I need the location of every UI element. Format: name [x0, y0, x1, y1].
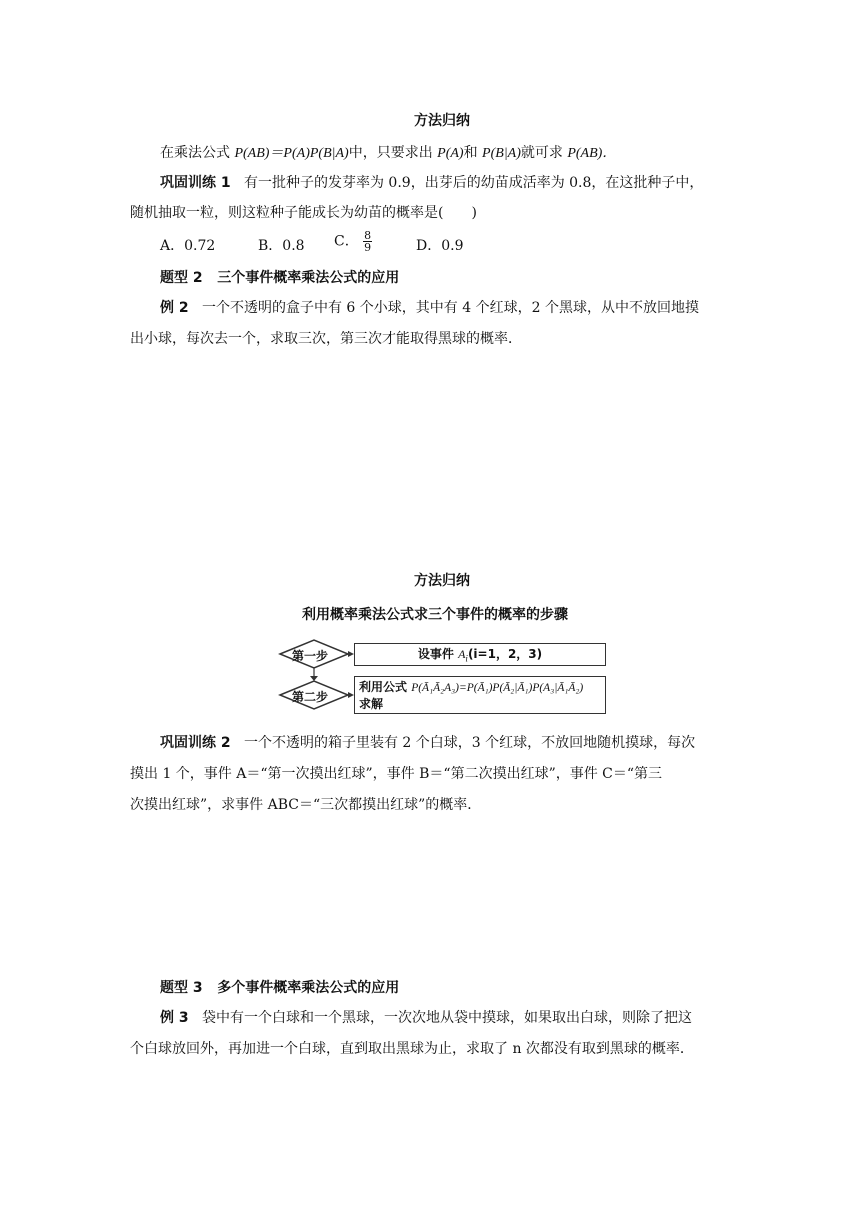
summary-pba: P(B|A): [482, 146, 521, 161]
step-1-text-post: (i=1，2，3): [467, 647, 543, 661]
example-3-text-1: 袋中有一个白球和一个黑球，一次次地从袋中摸球，如果取出白球，则除了把这: [201, 1010, 692, 1026]
example-2-line-1: [160, 298, 699, 318]
step-1-sub: i: [465, 653, 468, 664]
step-2-text-post: 求解: [359, 697, 384, 711]
step-2-text: [355, 677, 605, 714]
exercise-1-line-1: [160, 173, 703, 193]
summary-pa: P(A): [437, 146, 464, 161]
type-3-label: 题型 3: [160, 980, 203, 996]
example-3-line-2: 个白球放回外，再加进一个白球，直到取出黑球为止，求取了 n 次都没有取到黑球的概率．: [130, 1041, 694, 1057]
exercise-1-text-1: 有一批种子的发芽率为 0.9，出芽后的幼苗成活率为 0.8，在这批种子中，: [243, 175, 704, 191]
summary-text-pre: 在乘法公式: [160, 145, 230, 161]
fraction-numerator: 8: [364, 229, 372, 242]
type-2-label: 题型 2: [160, 270, 203, 286]
steps-flowchart: [278, 634, 608, 716]
example-3-label: 例 3: [160, 1010, 189, 1026]
option-a: A．0.72: [160, 238, 216, 254]
option-c: [334, 230, 372, 253]
option-d: D．0.9: [416, 238, 464, 254]
summary-text-mid: 中，只要求出: [348, 145, 433, 161]
example-2-text-1: 一个不透明的盒子中有 6 个小球，其中有 4 个红球，2 个黑球，从中不放回地摸: [201, 300, 699, 316]
type-3-title: 多个事件概率乘法公式的应用: [217, 980, 400, 996]
summary-pab: P(AB)．: [567, 146, 617, 161]
type-3-heading: [160, 978, 399, 998]
option-b: B．0.8: [258, 238, 305, 254]
method-summary-line: [160, 143, 616, 164]
exercise-1-line-2: 随机抽取一粒，则这粒种子能成长为幼苗的概率是( ): [130, 205, 477, 221]
step-1-var: A: [458, 647, 466, 661]
step-1-box: [354, 643, 606, 666]
section-subheading-steps: 利用概率乘法公式求三个事件的概率的步骤: [302, 607, 568, 623]
summary-formula: P(AB)＝P(A)P(B|A): [234, 146, 349, 161]
example-2-line-2: 出小球，每次去一个，求取三次，第三次才能取得黑球的概率．: [130, 331, 522, 347]
option-c-fraction: [363, 230, 372, 253]
step-2-formula: P(Ā₁Ā₂A₃)=P(Ā₁)P(Ā₂|Ā₁)P(A₃|Ā₁Ā₂): [411, 682, 584, 694]
summary-text-post: 就可求: [520, 145, 563, 161]
step-2-label: 第二步: [292, 690, 329, 704]
exercise-2-line-3: 次摸出红球”，求事件 ABC＝“三次都摸出红球”的概率．: [130, 797, 482, 813]
section-heading-method-1: 方法归纳: [414, 113, 470, 129]
type-2-title: 三个事件概率乘法公式的应用: [217, 270, 400, 286]
step-2-box: [354, 676, 606, 714]
example-3-line-1: [160, 1008, 692, 1028]
exercise-2-label: 巩固训练 2: [160, 735, 231, 751]
type-2-heading: [160, 268, 399, 288]
step-1-text: [355, 644, 605, 668]
exercise-2-text-1: 一个不透明的箱子里装有 2 个白球，3 个红球，不放回地随机摸球，每次: [243, 735, 696, 751]
option-c-label: C．: [334, 233, 359, 250]
step-2-text-pre: 利用公式: [359, 680, 408, 694]
exercise-2-line-1: [160, 733, 695, 753]
step-1-label: 第一步: [292, 649, 329, 663]
exercise-2-line-2: 摸出 1 个，事件 A＝“第一次摸出红球”，事件 B＝“第二次摸出红球”，事件 C＝“第三: [130, 766, 663, 782]
exercise-1-label: 巩固训练 1: [160, 175, 231, 191]
fraction-denominator: 9: [364, 241, 372, 254]
step-1-text-pre: 设事件: [417, 647, 454, 661]
section-heading-method-2: 方法归纳: [414, 573, 470, 589]
example-2-label: 例 2: [160, 300, 189, 316]
summary-and: 和: [463, 145, 478, 161]
down-arrow-head: [310, 676, 318, 681]
